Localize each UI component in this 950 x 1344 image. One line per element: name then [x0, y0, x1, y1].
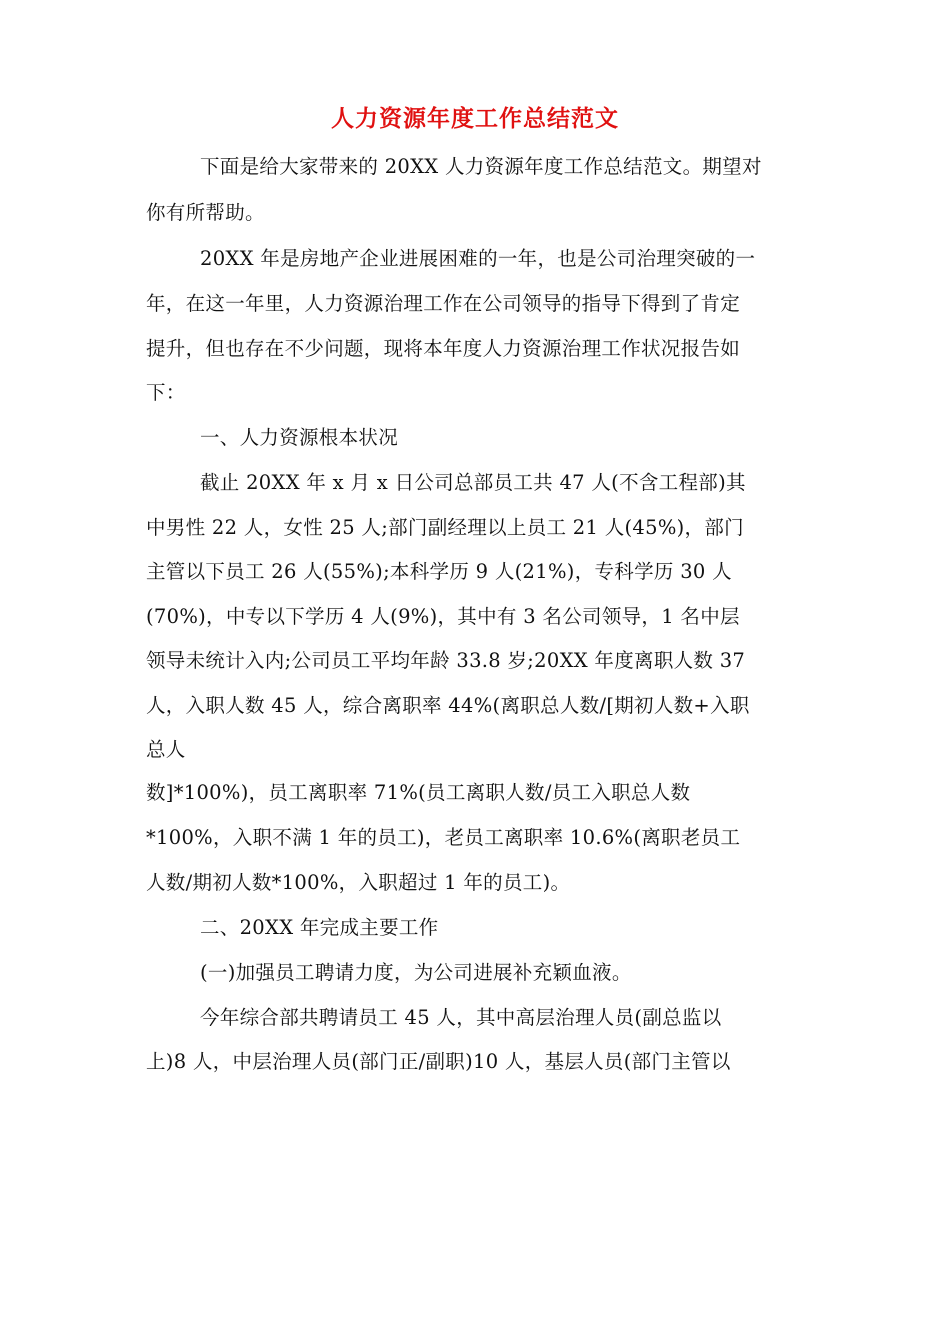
- section-heading: 二、20XX 年完成主要工作: [200, 916, 439, 939]
- paragraph-line: 20XX 年是房地产企业进展困难的一年，也是公司治理突破的一: [200, 247, 756, 270]
- subsection-heading: (一)加强员工聘请力度，为公司进展补充颖血液。: [200, 961, 632, 984]
- paragraph-line: 数]*100%)，员工离职率 71%(员工离职人数/员工入职总人数: [146, 781, 691, 804]
- paragraph-line: 下面是给大家带来的 20XX 人力资源年度工作总结范文。期望对: [200, 155, 762, 178]
- paragraph-line: 下：: [146, 381, 186, 404]
- paragraph-line: 人，入职人数 45 人，综合离职率 44%(离职总人数/[期初人数+入职: [146, 694, 750, 717]
- paragraph-line: 年，在这一年里，人力资源治理工作在公司领导的指导下得到了肯定: [146, 292, 741, 315]
- paragraph-line: 提升，但也存在不少问题，现将本年度人力资源治理工作状况报告如: [146, 337, 741, 360]
- paragraph-line: 你有所帮助。: [146, 201, 265, 224]
- document-title: 人力资源年度工作总结范文: [331, 105, 619, 132]
- paragraph-line: (70%)，中专以下学历 4 人(9%)，其中有 3 名公司领导，1 名中层: [146, 605, 740, 628]
- paragraph-line: 领导未统计入内;公司员工平均年龄 33.8 岁;20XX 年度离职人数 37: [146, 649, 746, 672]
- paragraph-line: 中男性 22 人，女性 25 人;部门副经理以上员工 21 人(45%)，部门: [146, 516, 744, 539]
- paragraph-line: 人数/期初人数*100%，入职超过 1 年的员工)。: [146, 871, 571, 894]
- section-heading: 一、人力资源根本状况: [200, 426, 399, 449]
- paragraph-line: 今年综合部共聘请员工 45 人，其中高层治理人员(副总监以: [200, 1006, 722, 1029]
- paragraph-line: 上)8 人，中层治理人员(部门正/副职)10 人，基层人员(部门主管以: [146, 1050, 731, 1073]
- paragraph-line: 总人: [146, 738, 186, 761]
- paragraph-line: 主管以下员工 26 人(55%);本科学历 9 人(21%)，专科学历 30 人: [146, 560, 732, 583]
- paragraph-line: 截止 20XX 年 x 月 x 日公司总部员工共 47 人(不含工程部)其: [200, 471, 746, 494]
- paragraph-line: *100%，入职不满 1 年的员工)，老员工离职率 10.6%(离职老员工: [146, 826, 741, 849]
